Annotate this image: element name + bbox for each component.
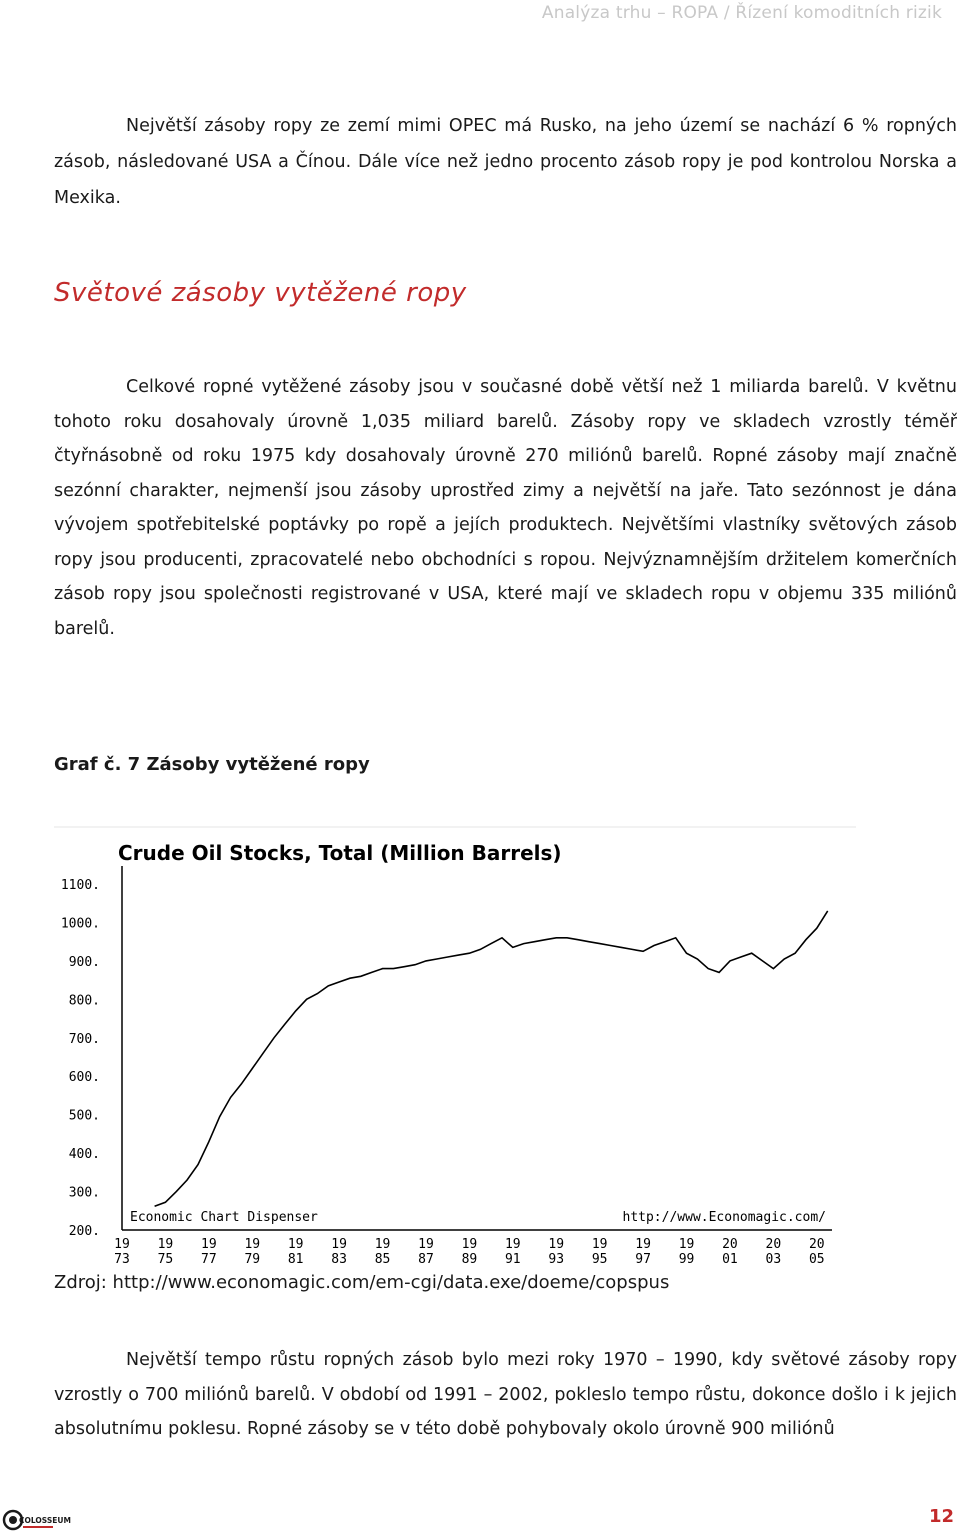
x-tick-label: 19 — [244, 1237, 261, 1252]
conclusion-paragraph — [54, 1343, 957, 1447]
x-tick-label: 05 — [808, 1252, 825, 1267]
logo-text: COLOSSEUM — [19, 1516, 71, 1525]
x-tick-label: 19 — [287, 1237, 304, 1252]
crude-oil-stocks-chart — [54, 826, 860, 1266]
y-tick-label: 300. — [68, 1185, 100, 1201]
y-tick-label: 700. — [68, 1031, 100, 1047]
x-tick-label: 19 — [374, 1237, 391, 1252]
chart-watermark-left: Economic Chart Dispenser — [130, 1210, 318, 1225]
y-tick-label: 600. — [68, 1070, 100, 1086]
page-number: 12 — [928, 1506, 954, 1527]
colosseum-logo — [2, 1506, 71, 1534]
x-tick-label: 91 — [504, 1252, 521, 1267]
x-tick-label: 89 — [461, 1252, 478, 1267]
y-tick-label: 1000. — [60, 916, 100, 932]
x-axis-ticks — [114, 1237, 824, 1267]
x-tick-label: 19 — [201, 1237, 217, 1252]
section-title: Světové zásoby vytěžené ropy — [54, 278, 467, 308]
x-tick-label: 19 — [678, 1237, 695, 1252]
x-tick-label: 20 — [765, 1237, 782, 1252]
x-tick-label: 20 — [808, 1237, 825, 1252]
x-tick-label: 19 — [461, 1237, 478, 1252]
x-tick-label: 99 — [678, 1252, 695, 1267]
x-tick-label: 75 — [157, 1252, 174, 1267]
chart-title: Crude Oil Stocks, Total (Million Barrels) — [118, 841, 562, 865]
x-tick-label: 85 — [374, 1252, 391, 1267]
x-tick-label: 19 — [114, 1237, 130, 1252]
running-header: Analýza trhu – ROPA / Řízení komoditních rizik — [541, 3, 942, 23]
y-tick-label: 900. — [68, 954, 100, 970]
x-tick-label: 20 — [722, 1237, 738, 1252]
x-tick-label: 19 — [635, 1237, 651, 1252]
x-tick-label: 19 — [504, 1237, 521, 1252]
x-tick-label: 93 — [548, 1252, 565, 1267]
x-tick-label: 77 — [201, 1252, 217, 1267]
intro-paragraph — [54, 108, 957, 216]
figure-caption: Graf č. 7 Zásoby vytěžené ropy — [54, 754, 370, 775]
x-tick-label: 73 — [114, 1252, 130, 1267]
y-axis-ticks — [61, 878, 100, 1239]
y-tick-label: 400. — [68, 1147, 100, 1163]
x-tick-label: 01 — [722, 1252, 738, 1267]
conclusion-text: Největší tempo růstu ropných zásob bylo mezi roky 1970 – 1990, kdy světové zásoby ropy vzrostly o 700 miliónů barelů. V období od 1991 – 2002, pokleslo tempo růstu, dokonce došlo i k jejich absolutnímu poklesu. Ropné zásoby se v této době pohybovaly okolo úrovně 900 miliónů — [54, 1350, 957, 1439]
x-tick-label: 83 — [331, 1252, 347, 1267]
x-tick-label: 97 — [635, 1252, 651, 1267]
figure-source: Zdroj: http://www.economagic.com/em-cgi/data.exe/doeme/copspus — [54, 1272, 670, 1293]
intro-text: Největší zásoby ropy ze zemí mimi OPEC má Rusko, na jeho území se nachází 6 % ropných zásob, následované USA a Čínou. Dále více než jedno procento zásob ropy je pod kontrolou Norska a Mexika. — [54, 116, 957, 208]
x-tick-label: 19 — [331, 1237, 347, 1252]
section-paragraph — [54, 370, 957, 646]
y-tick-label: 1100. — [60, 878, 100, 893]
logo-core-icon — [9, 1516, 17, 1524]
x-tick-label: 95 — [591, 1252, 608, 1267]
y-tick-label: 500. — [68, 1108, 100, 1124]
series-line-crude-oil-stocks — [155, 911, 828, 1206]
x-tick-label: 19 — [418, 1237, 434, 1252]
x-tick-label: 87 — [418, 1252, 434, 1267]
x-tick-label: 19 — [157, 1237, 174, 1252]
section-text: Celkové ropné vytěžené zásoby jsou v současné době větší než 1 miliarda barelů. V květnu tohoto roku dosahovaly úrovně 1,035 miliard barelů. Zásoby ropy ve skladech vzrostly téměř čtyřnásobně od roku 1975 kdy dosahovaly úrovně 270 miliónů barelů. Ropné zásoby mají značně sezónní charakter, nejmenší jsou zásoby uprostřed zimy a největší na jaře. Tato sezónnost je dána vývojem spotřebitelské poptávky po ropě a jejích produktech. Největšími vlastníky světových zásob ropy jsou producenti, zpracovatelé nebo obchodníci s ropou. Nejvýznamnějším držitelem komerčních zásob ropy jsou společnosti registrované v USA, které mají ve skladech ropu v objemu 335 miliónů barelů. — [54, 377, 957, 639]
y-tick-label: 200. — [68, 1224, 100, 1239]
y-tick-label: 800. — [68, 993, 100, 1009]
x-tick-label: 19 — [591, 1237, 608, 1252]
chart-watermark-right: http://www.Economagic.com/ — [622, 1210, 826, 1225]
x-tick-label: 03 — [765, 1252, 782, 1267]
logo-underline — [23, 1526, 53, 1528]
x-tick-label: 19 — [548, 1237, 565, 1252]
x-tick-label: 81 — [287, 1252, 304, 1267]
x-tick-label: 79 — [244, 1252, 261, 1267]
